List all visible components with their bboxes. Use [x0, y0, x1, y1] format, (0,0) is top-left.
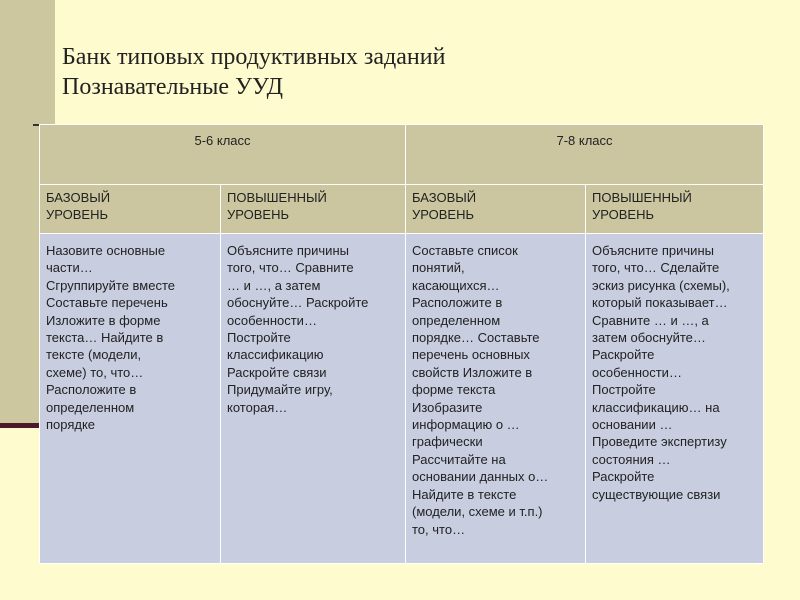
- tasks-cell-advanced-7-8: Объясните причины того, что… Сделайте эскиз рисунка (схемы), который показывает… Сравните … и …, а затем обоснуйте… Раскройте особенности… Постройте классификацию… на основании … Проведите экспертизу состояния … Раскройте существующие связи: [586, 234, 764, 564]
- level-header: ПОВЫШЕННЫЙ УРОВЕНЬ: [221, 185, 406, 234]
- tasks-cell-basic-5-6: Назовите основные части… Сгруппируйте вместе Составьте перечень Изложите в форме текста… Найдите в тексте (модели, схеме) то, что… Расположите в определенном порядке: [40, 234, 221, 564]
- tasks-table: [39, 124, 764, 564]
- slide-title: [62, 42, 762, 102]
- tasks-cell-advanced-5-6: Объясните причины того, что… Сравните … и …, а затем обоснуйте… Раскройте особенности… Постройте классификацию Раскройте связи Придумайте игру, которая…: [221, 234, 406, 564]
- tasks-row: [40, 234, 764, 564]
- grade-header-5-6: 5-6 класс: [40, 125, 406, 185]
- grade-header-row: [40, 125, 764, 185]
- level-header: БАЗОВЫЙ УРОВЕНЬ: [406, 185, 586, 234]
- title-line-2: Познавательные УУД: [62, 74, 283, 100]
- title-line-1: Банк типовых продуктивных заданий: [62, 44, 446, 70]
- level-header: БАЗОВЫЙ УРОВЕНЬ: [40, 185, 221, 234]
- tasks-cell-basic-7-8: Составьте список понятий, касающихся… Расположите в определенном порядке… Составьте перечень основных свойств Изложите в форме текста Изобразите информацию о … графически Рассчитайте на основании данных о… Найдите в тексте (модели, схеме и т.п.) то, что…: [406, 234, 586, 564]
- grade-header-7-8: 7-8 класс: [406, 125, 764, 185]
- level-header: ПОВЫШЕННЫЙ УРОВЕНЬ: [586, 185, 764, 234]
- level-header-row: [40, 185, 764, 234]
